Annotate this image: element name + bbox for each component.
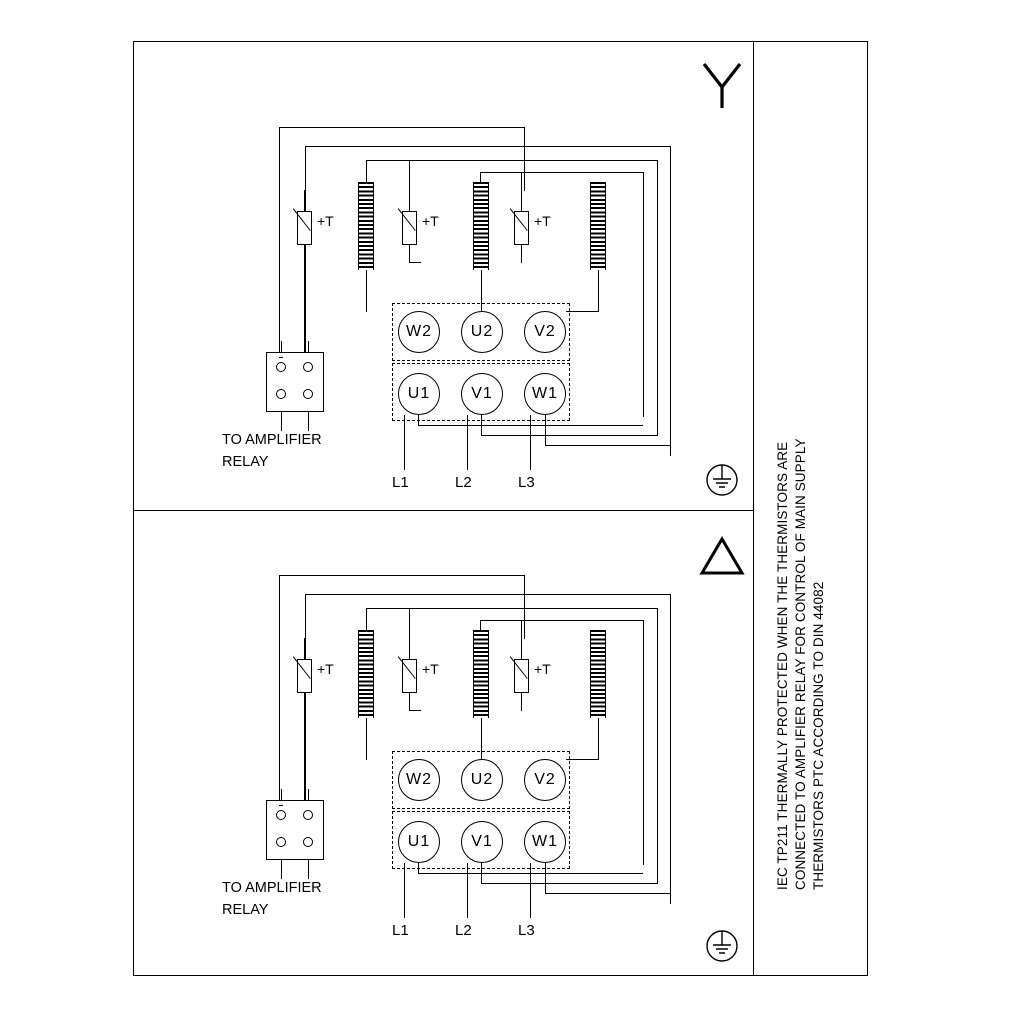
phase-L2-lead [467,415,468,470]
amplifier-label-line2: RELAY [222,454,269,470]
therm3-bottom-lead [521,245,522,263]
thermistor-2 [402,211,417,245]
panel-divider [133,510,753,511]
return-wire-2 [481,883,658,884]
notes-column-divider [753,41,754,976]
connector-pin-3 [276,837,286,847]
delta-symbol [698,535,746,577]
therm1-bottom-lead [304,245,305,358]
connector-lead-1 [281,789,282,801]
thermistor-3-label: +T [534,213,551,229]
connector-pin-2 [303,362,313,372]
earth-ground-icon [700,458,744,502]
return-wire-2-v [481,415,482,436]
terminal-U1[interactable]: U1 [398,821,440,863]
return-wire-3-v [545,863,546,894]
therm1-top-lead [304,638,305,660]
phase-label-L2: L2 [455,474,472,491]
winding-coil-3 [590,630,606,718]
wire-top-d-right [643,620,644,865]
terminal-U2[interactable]: U2 [461,311,503,353]
terminal-V1[interactable]: V1 [461,821,503,863]
return-wire-3 [545,893,671,894]
phase-L2-lead [467,863,468,918]
wye-symbol [698,60,746,112]
wire-top-a-left [279,575,280,805]
connector-lead-4 [308,859,309,879]
wire-top-c-right [657,160,658,435]
connector-pin-4 [303,389,313,399]
thermistor-1 [297,211,312,245]
return-wire-3 [545,445,671,446]
thermistor-2-label: +T [422,661,439,677]
connector-pin-4 [303,837,313,847]
terminal-V2[interactable]: V2 [524,311,566,353]
connector-lead-2 [308,341,309,353]
therm2-bottom-h [409,710,421,711]
wire-top-b-right [670,146,671,456]
amplifier-connector[interactable] [266,352,324,412]
terminal-U1[interactable]: U1 [398,373,440,415]
terminal-U2[interactable]: U2 [461,759,503,801]
terminal-V1[interactable]: V1 [461,373,503,415]
phase-L3-lead [530,863,531,918]
thermistor-1 [297,659,312,693]
earth-ground-icon [700,924,744,968]
connector-lead-join [279,357,283,358]
thermistor-2 [402,659,417,693]
winding-coil-1 [358,182,374,270]
connector-pin-1 [276,810,286,820]
wire-top-c-left [366,608,367,630]
wire-top-c-right [657,608,658,883]
wire-top-a-left [279,127,280,357]
phase-label-L2: L2 [455,922,472,939]
phase-label-L1: L1 [392,474,409,491]
wire-top-a [279,575,525,576]
thermistor-1-label: +T [317,213,334,229]
therm1-bottom-lead [304,693,305,806]
wire-top-b [305,146,671,147]
therm2-bottom-lead [409,245,410,263]
connector-pin-3 [276,389,286,399]
therm2-top-lead [409,160,410,212]
thermistor-1-label: +T [317,661,334,677]
return-wire-1-v [418,863,419,874]
note-line-1: IEC TP211 THERMALLY PROTECTED WHEN THE THERMISTORS ARE [775,441,790,890]
amplifier-label-line1: TO AMPLIFIER [222,880,322,896]
coil3-lead [598,718,599,760]
therm2-bottom-h [409,262,421,263]
wire-top-b [305,594,671,595]
amplifier-label-line1: TO AMPLIFIER [222,432,322,448]
terminal-W1[interactable]: W1 [524,373,566,415]
phase-label-L3: L3 [518,474,535,491]
amplifier-connector[interactable] [266,800,324,860]
winding-coil-1 [358,630,374,718]
terminal-W1[interactable]: W1 [524,821,566,863]
wire-top-a [279,127,525,128]
therm2-top-h [366,160,410,161]
connector-lead-3 [281,859,282,879]
therm1-top-lead [304,190,305,212]
connector-lead-4 [308,411,309,431]
wire-top-d-right [643,172,644,417]
wire-top-c-left [366,160,367,182]
wire-top-b-right [670,594,671,904]
winding-coil-2 [473,182,489,270]
winding-coil-2 [473,630,489,718]
thermistor-3 [514,211,529,245]
phase-L1-lead [404,863,405,918]
therm2-top-h [366,608,410,609]
coil3-lead [598,270,599,312]
wire-top-a-right [524,127,525,191]
terminal-V2[interactable]: V2 [524,759,566,801]
phase-label-L1: L1 [392,922,409,939]
coil1-lead [366,270,367,312]
thermistor-3-label: +T [534,661,551,677]
therm2-bottom-lead [409,693,410,711]
coil1-lead [366,718,367,760]
amplifier-label-line2: RELAY [222,902,269,918]
return-wire-1 [418,873,643,874]
note-line-3: THERMISTORS PTC ACCORDING TO DIN 44082 [811,581,826,890]
return-wire-2-v [481,863,482,884]
coil3-lead-h [566,311,599,312]
connector-lead-3 [281,411,282,431]
winding-coil-3 [590,182,606,270]
return-wire-1 [418,425,643,426]
connector-lead-2 [308,789,309,801]
connector-lead-1 [281,341,282,353]
wire-top-a-right [524,575,525,639]
return-wire-1-v [418,415,419,426]
return-wire-2 [481,435,658,436]
terminal-W2[interactable]: W2 [398,311,440,353]
phase-label-L3: L3 [518,922,535,939]
connector-pin-2 [303,810,313,820]
thermistor-3 [514,659,529,693]
therm3-top-lead [521,620,522,660]
thermistor-2-label: +T [422,213,439,229]
coil3-lead-h [566,759,599,760]
therm3-bottom-lead [521,693,522,711]
note-line-2: CONNECTED TO AMPLIFIER RELAY FOR CONTROL OF MAIN SUPPLY [793,438,808,890]
terminal-W2[interactable]: W2 [398,759,440,801]
connector-pin-1 [276,362,286,372]
therm3-top-lead [521,172,522,212]
return-wire-3-v [545,415,546,446]
therm3-top-h [480,620,522,621]
connector-lead-join [279,805,283,806]
therm2-top-lead [409,608,410,660]
phase-L3-lead [530,415,531,470]
therm3-top-h [480,172,522,173]
phase-L1-lead [404,415,405,470]
